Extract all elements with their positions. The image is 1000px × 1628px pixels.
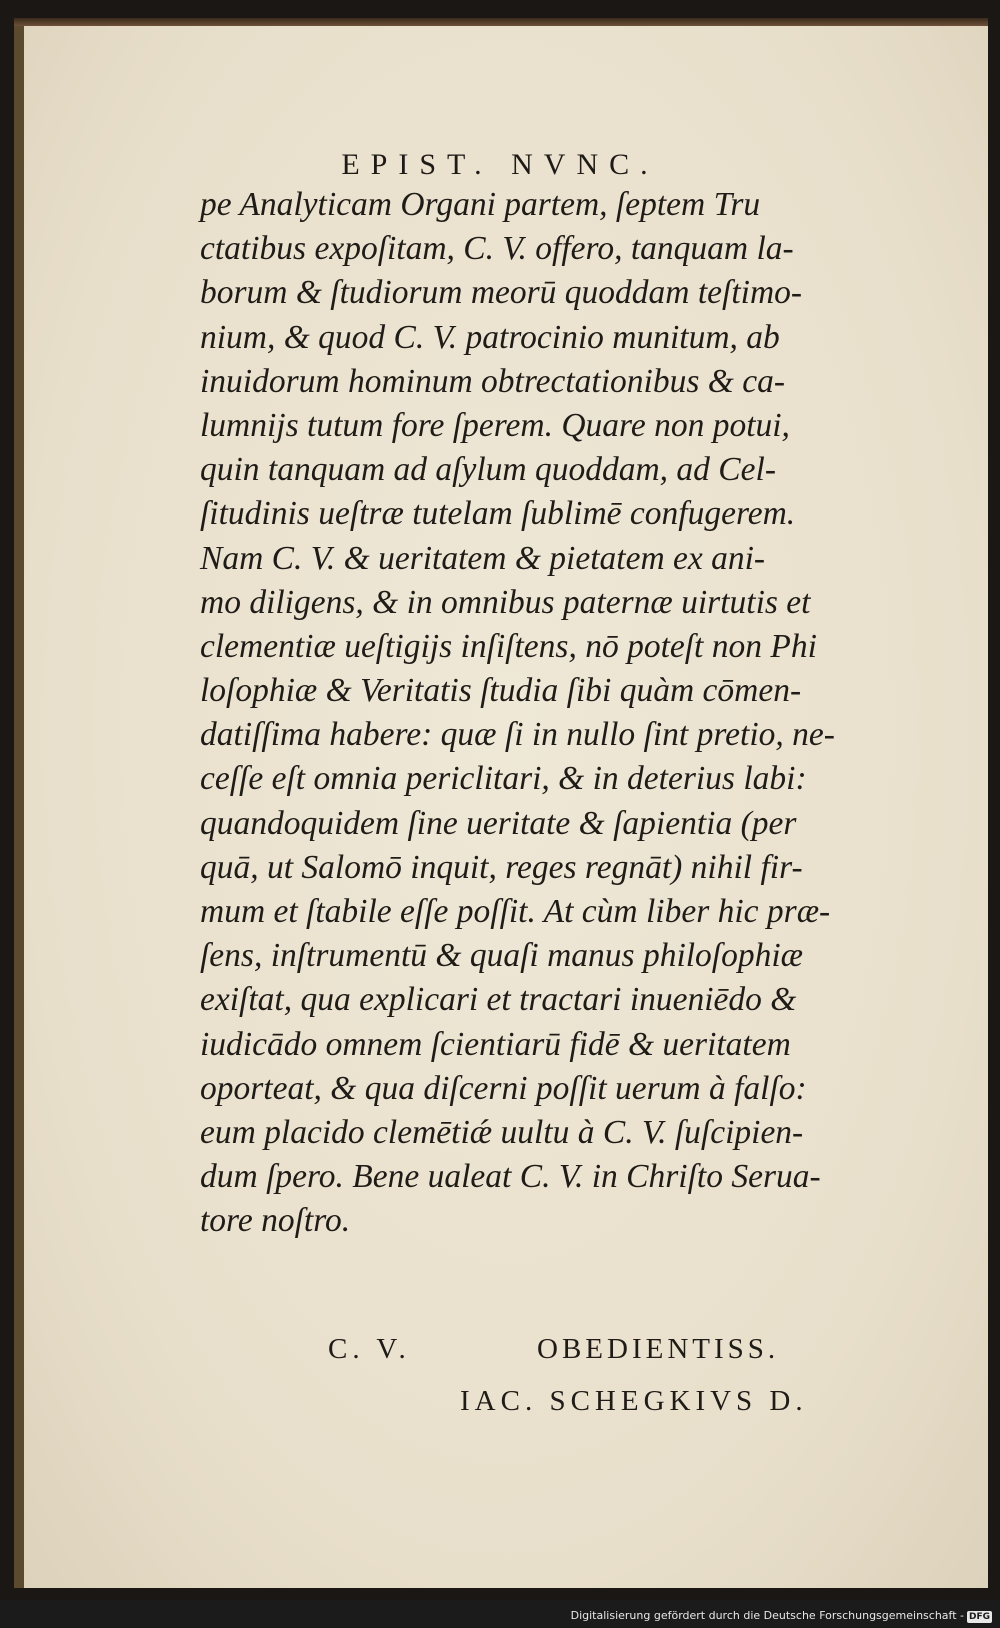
text-line-5: inuidorum hominum obtrectationibus & ca- bbox=[200, 362, 785, 400]
text-line-23: dum ſpero. Bene ualeat C. V. in Chriſto Serua- bbox=[200, 1158, 821, 1196]
text-line-3: borum & ſtudiorum meorū quoddam teſtimo- bbox=[200, 274, 803, 312]
closing-author-name: IAC. SCHEGKIVS D. bbox=[460, 1385, 808, 1417]
text-line-16: quā, ut Salomō inquit, reges regnāt) nihil fir- bbox=[200, 848, 803, 886]
text-line-7: quin tanquam ad aſylum quoddam, ad Cel- bbox=[200, 451, 776, 489]
text-line-1: pe Analyticam Organi partem, ſeptem Tru bbox=[200, 186, 761, 223]
text-line-24: tore noſtro. bbox=[200, 1202, 351, 1240]
text-line-8: ſitudinis ueſtræ tutelam ſublimē confugerem. bbox=[200, 495, 796, 533]
text-line-21: oporteat, & qua diſcerni poſſit uerum à falſo: bbox=[200, 1069, 807, 1107]
text-line-13: datiſſima habere: quæ ſi in nullo ſint pretio, ne- bbox=[200, 716, 835, 754]
closing-salutation-abbrev: C. V. bbox=[328, 1333, 411, 1365]
text-line-11: clementiæ ueſtigijs inſiſtens, nō poteſt non Phi bbox=[200, 627, 817, 665]
text-line-22: eum placido clemētiǽ uultu à C. V. ſuſcipien- bbox=[200, 1113, 804, 1151]
dfg-logo-icon: DFG bbox=[968, 1612, 990, 1622]
running-head: EPIST. NVNC. bbox=[341, 148, 659, 181]
text-line-9: Nam C. V. & ueritatem & pietatem ex ani- bbox=[200, 539, 766, 577]
letter-body bbox=[200, 183, 900, 1244]
closing-obedientiss: OBEDIENTISS. bbox=[537, 1333, 780, 1365]
text-line-20: iudicādo omnem ſcientiarū fidē & ueritatem bbox=[200, 1025, 791, 1063]
text-line-19: exiſtat, qua explicari et tractari inueniēdo & bbox=[200, 981, 797, 1019]
footer-credit: Digitalisierung gefördert durch die Deutsche Forschungsgemeinschaft - bbox=[570, 1609, 964, 1622]
text-line-2: ctatibus expoſitam, C. V. offero, tanquam la- bbox=[200, 230, 794, 268]
text-line-17: mum et ſtabile eſſe poſſit. At cùm liber hic præ- bbox=[200, 893, 831, 930]
text-line-14: ceſſe eſt omnia periclitari, & in deterius labi: bbox=[200, 760, 807, 798]
text-line-6: lumnijs tutum fore ſperem. Quare non potui, bbox=[200, 406, 790, 444]
footer-bar bbox=[0, 1600, 1000, 1628]
text-line-18: ſens, inſtrumentū & quaſi manus philoſophiæ bbox=[200, 937, 804, 975]
text-line-12: loſophiæ & Veritatis ſtudia ſibi quàm cōmen- bbox=[200, 672, 802, 710]
text-line-10: mo diligens, & in omnibus paternæ uirtutis et bbox=[200, 583, 811, 621]
text-line-4: nium, & quod C. V. patrocinio munitum, ab bbox=[200, 318, 780, 356]
text-line-15: quandoquidem ſine ueritate & ſapientia (per bbox=[200, 804, 797, 842]
